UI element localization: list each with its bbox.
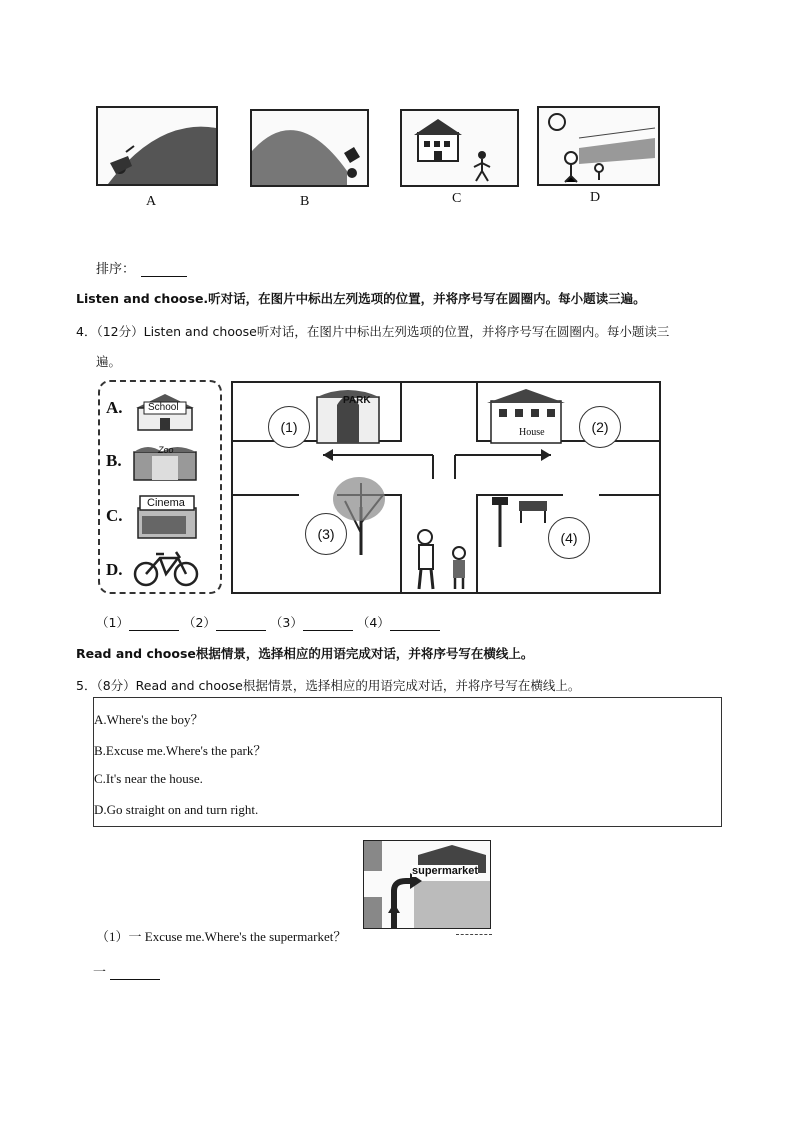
q5-dash: 一 bbox=[93, 965, 107, 980]
legend-letter-a: A. bbox=[106, 398, 123, 417]
bicycle-icon bbox=[132, 548, 200, 588]
map-circle-3[interactable]: (3) bbox=[305, 513, 347, 555]
map-circle-4[interactable]: (4) bbox=[548, 517, 590, 559]
answer-label-4: （4） bbox=[356, 615, 390, 630]
answer-blank-4[interactable] bbox=[390, 618, 440, 631]
hill-slide-illustration bbox=[98, 108, 216, 184]
picture-label-c: C bbox=[452, 191, 462, 206]
school-sign: School bbox=[148, 402, 179, 413]
train-station-illustration bbox=[539, 108, 658, 184]
supermarket-sign: supermarket bbox=[412, 865, 479, 877]
q5-question-1: （1）一 Excuse me.Where's the supermarket？ bbox=[96, 929, 347, 944]
q4-title-line2: 遍。 bbox=[96, 354, 122, 369]
q4-map bbox=[231, 381, 661, 594]
hill-illustration bbox=[252, 111, 367, 185]
q4-title-line1: 4．（12分）Listen and choose听对话，在图片中标出左列选项的位置，并将序号写在圆圈内。每小题读三 bbox=[76, 324, 670, 339]
map-circle-1[interactable]: (1) bbox=[268, 406, 310, 448]
park-sign: PARK bbox=[343, 395, 371, 406]
picture-label-d: D bbox=[590, 190, 601, 205]
school-icon bbox=[132, 388, 198, 432]
option-b: B.Excuse me.Where's the park？ bbox=[94, 743, 267, 758]
answer-label-3: （3） bbox=[269, 615, 303, 630]
answer-blank-2[interactable] bbox=[216, 618, 266, 631]
order-label: 排序： bbox=[96, 262, 136, 277]
picture-b bbox=[250, 109, 369, 187]
supermarket-map-illustration bbox=[364, 841, 490, 928]
picture-d bbox=[537, 106, 660, 186]
picture-label-b: B bbox=[300, 194, 310, 209]
option-c: C.It's near the house. bbox=[94, 771, 203, 786]
q5-answer-line bbox=[93, 961, 160, 980]
legend-letter-d: D. bbox=[106, 560, 123, 579]
cinema-sign: Cinema bbox=[147, 497, 185, 509]
legend-letter-c: C. bbox=[106, 506, 123, 525]
q5-title: 5．（8分）Read and choose根据情景，选择相应的用语完成对话，并将序号写在横线上。 bbox=[76, 678, 581, 693]
q5-image-answer-dashes[interactable] bbox=[456, 934, 492, 935]
q4-answer-line bbox=[96, 613, 440, 631]
picture-label-a: A bbox=[146, 194, 157, 209]
answer-label-2: （2） bbox=[182, 615, 216, 630]
order-line bbox=[96, 258, 187, 277]
section-listen-heading: Listen and choose.听对话，在图片中标出左列选项的位置，并将序号写在圆圈内。每小题读三遍。 bbox=[76, 291, 646, 306]
answer-label-1: （1） bbox=[96, 615, 129, 630]
school-illustration bbox=[402, 111, 517, 185]
answer-blank-3[interactable] bbox=[303, 618, 353, 631]
legend-letter-b: B. bbox=[106, 451, 122, 470]
section-read-heading: Read and choose根据情景，选择相应的用语完成对话，并将序号写在横线上。 bbox=[76, 646, 534, 661]
supermarket-picture bbox=[363, 840, 491, 929]
picture-a bbox=[96, 106, 218, 186]
zoo-sign: Zoo bbox=[158, 445, 174, 455]
picture-c bbox=[400, 109, 519, 187]
option-d: D.Go straight on and turn right. bbox=[94, 802, 259, 817]
map-circle-2[interactable]: (2) bbox=[579, 406, 621, 448]
q5-answer-blank[interactable] bbox=[110, 967, 160, 980]
cinema-icon bbox=[134, 494, 200, 540]
answer-blank-1[interactable] bbox=[129, 618, 179, 631]
zoo-icon bbox=[132, 442, 198, 482]
order-blank[interactable] bbox=[141, 263, 187, 277]
option-a: A.Where's the boy？ bbox=[94, 712, 204, 727]
house-sign: House bbox=[519, 427, 545, 438]
